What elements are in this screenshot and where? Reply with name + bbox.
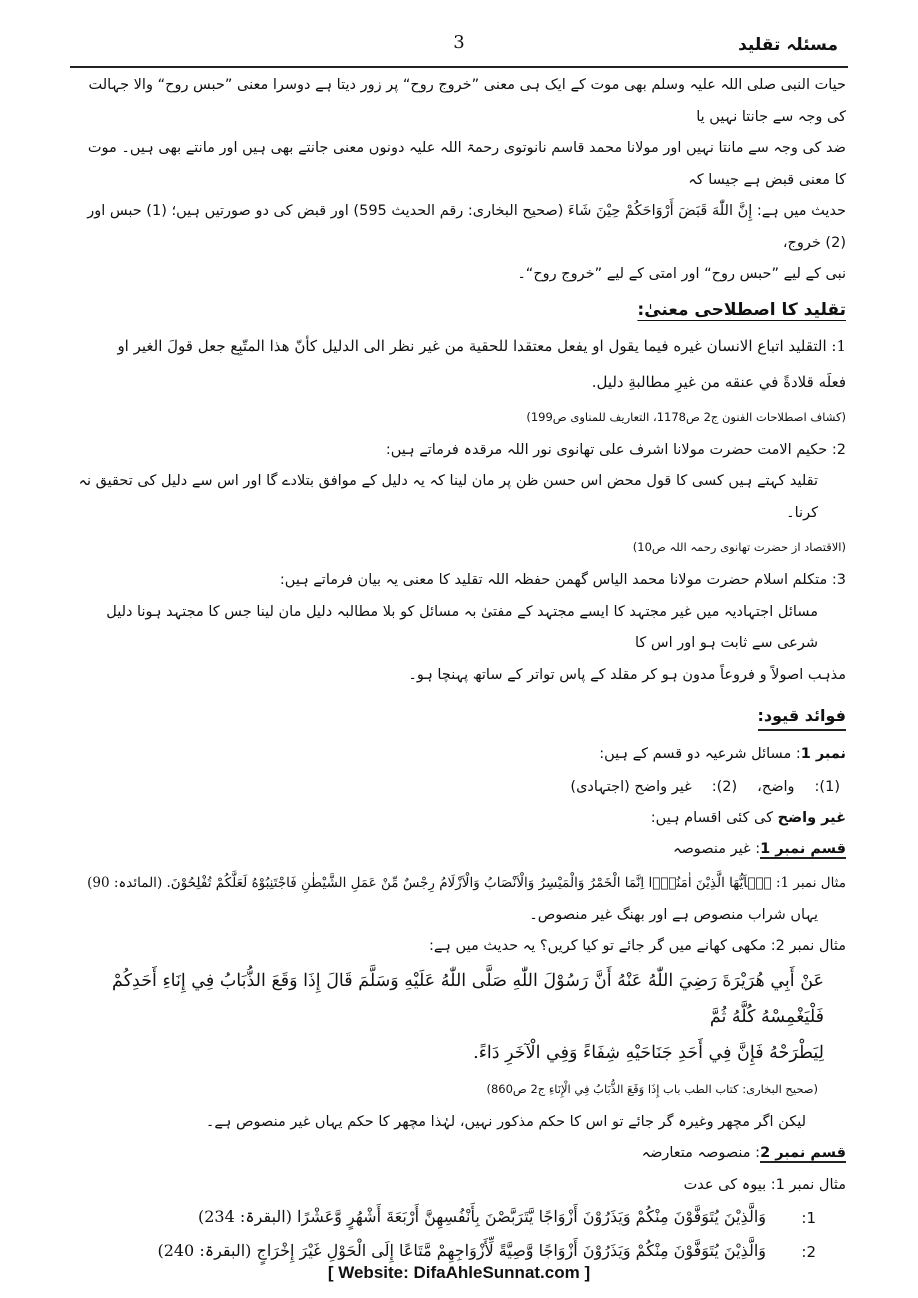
- verse-number: 2:: [801, 1243, 816, 1261]
- text-line: [75, 803, 846, 835]
- page-header: [70, 22, 848, 68]
- text-line: 1: التقليد اتباع الانسان غيره فيما يقول او يفعل معتقدا للحقية من غير نظر الى الدليل كأنّ هذا المتّبِع جعل قولَ الغير او: [117, 336, 846, 355]
- page-body: [75, 70, 846, 1269]
- text-line: حدیث میں ہے: إِنَّ اللّٰهَ قَبَضَ أَرْوَاحَكُمْ حِيْنَ شَاءَ (صحیح البخاری: رقم الحدیث 595) اور قبض کی دو صورتیں ہیں؛ (1) حبس اور (2) خروج،: [87, 203, 846, 251]
- definition-1: [75, 327, 846, 429]
- reference: (کشاف اصطلاحات الفنون ج2 ص1178، التعاریف للمناوی ص199): [526, 409, 846, 424]
- website-footer: [ Website: DifaAhleSunnat.com ]: [327, 1263, 591, 1282]
- ghair-wazeh-text: کی کئی اقسام ہیں:: [650, 809, 774, 826]
- verse-text: وَالَّذِيْنَ يُتَوَفَّوْنَ مِنْكُمْ وَيَذَرُوْنَ أَزْوَاجًا يَّتَرَبَّصْنَ بِأَنْفُسِهِنَّ أَرْبَعَةَ أَشْهُرٍ وَّعَشْرًا (البقرۃ: 234): [198, 1207, 766, 1226]
- text-line: مثال نمبر 1: يٰۤاَيُّهَا الَّذِيْنَ اٰمَنُوْۤا اِنَّمَا الْخَمْرُ وَالْمَيْسِرُ وَالْاَنْصَابُ وَالْاَزْلَامُ رِجْسٌ مِّنْ عَمَلِ الشَّيْطٰنِ فَاجْتَنِبُوْهُ لَعَلَّكُمْ تُفْلِحُوْنَ. (المائدہ: 90): [87, 874, 846, 891]
- reference: (الاقتصاد از حضرت تھانوی رحمہ اللہ ص10): [632, 540, 846, 554]
- qism-title: : غیر منصوصہ: [673, 841, 761, 857]
- text-line: فعلَه قلادةً في عنقه من غيرِ مطالبةِ دليل.: [591, 372, 846, 391]
- number-label: نمبر 1: [800, 746, 846, 762]
- section-heading: تقلید کا اصطلاحی معنیٰ:: [637, 299, 846, 320]
- fawaid-heading: فوائد قیود:: [758, 703, 846, 731]
- text-line: نبی کے لیے ”حبس روح“ اور امتی کے لیے ”خروج روح“۔: [517, 266, 846, 282]
- qism-label: قسم نمبر 1: [760, 841, 846, 857]
- verse-number: 1:: [801, 1209, 816, 1227]
- text-line: حیات النبی صلی اللہ علیہ وسلم بھی موت کے ایک ہی معنی ”خروج روح“ پر زور دیتا ہے دوسرا معنی ”حبس روح“ والا جہالت کی وجہ سے جانتا نہیں یا: [88, 77, 846, 125]
- reference: (صحیح البخاری: کتاب الطب باب إِذَا وَقَعَ الذُّبَابُ فِي الْإِنَاءِ ج2 ص860): [486, 1081, 818, 1096]
- definition-2: [75, 435, 846, 560]
- qism-label: قسم نمبر 2: [760, 1145, 846, 1161]
- verse-text: وَالَّذِيْنَ يُتَوَفَّوْنَ مِنْكُمْ وَيَذَرُوْنَ أَزْوَاجًا وَّصِيَّةً لِّأَزْوَاجِهِمْ مَّتَاعًا إِلَى الْحَوْلِ غَيْرَ إِخْرَاجٍ (البقرۃ: 240): [157, 1241, 766, 1260]
- definition-3: [75, 565, 846, 691]
- intro-paragraph: [75, 70, 846, 291]
- number-text: : مسائل شرعیہ دو قسم کے ہیں:: [599, 746, 801, 762]
- text-line: یہاں شراب منصوص ہے اور بھنگ غیر منصوص۔: [529, 906, 818, 923]
- list-item: (1):: [814, 778, 840, 795]
- text-line: لیکن اگر مچھر وغیرہ گر جائے تو اس کا حکم مذکور نہیں، لہٰذا مچھر کا حکم یہاں غیر منصوص ہے۔: [205, 1113, 806, 1130]
- list-item: واضح،: [757, 778, 795, 795]
- page-number: 3: [453, 32, 465, 53]
- text-line: مثال نمبر 1: بیوہ کی عدت: [683, 1176, 846, 1193]
- hadith-line: عَنْ أَبِي هُرَيْرَةَ رَضِيَ اللّٰهُ عَنْهُ أَنَّ رَسُوْلَ اللّٰهِ صَلَّى اللّٰهُ عَلَيْهِ وَسَلَّمَ قَالَ إِذَا وَقَعَ الذُّبَابُ فِي إِنَاءِ أَحَدِكُمْ فَلْيَغْمِسْهُ كُلَّهُ ثُمَّ: [112, 970, 824, 1027]
- qism-title: : منصوصہ متعارضہ: [641, 1145, 761, 1161]
- text-line: مذہب اصولاً و فروعاً مدون ہو کر مقلد کے پاس تواتر کے ساتھ پہنچا ہو۔: [408, 666, 846, 683]
- fawaid-section: [75, 699, 846, 834]
- qism-2-section: [75, 1138, 846, 1269]
- text-line: ضد کی وجہ سے مانتا نہیں اور مولانا محمد قاسم نانوتوی رحمۃ اللہ علیہ دونوں معنی جانتے بھی ہیں اور مانتے بھی ہیں۔ موت کا معنی قبض ہے جیسا کہ: [87, 140, 846, 188]
- qism-1-section: [75, 834, 846, 1138]
- qism-heading: [75, 1138, 846, 1170]
- text-line: 3: متکلم اسلام حضرت مولانا محمد الیاس گھمن حفظہ اللہ تقلید کا معنی یہ بیان فرماتے ہیں:: [279, 572, 846, 588]
- hadith-line: لِيَطْرَحْهُ فَإِنَّ فِي أَحَدِ جَنَاحَيْهِ شِفَاءً وَفِي الْآخَرِ دَاءً.: [473, 1042, 824, 1063]
- types-list: [75, 771, 846, 803]
- text-line: مثال نمبر 2: مکھی کھانے میں گر جائے تو کیا کریں؟ یہ حدیث میں ہے:: [429, 938, 846, 954]
- text-line: 2: حکیم الامت حضرت مولانا اشرف علی تھانوی نور اللہ مرقدہ فرماتے ہیں:: [385, 441, 846, 458]
- ghair-wazeh-label: غیر واضح: [777, 809, 846, 826]
- book-title: مسئلہ تقلید: [738, 35, 838, 55]
- qism-heading: [75, 834, 846, 866]
- text-line: [75, 739, 846, 771]
- verse-item: [75, 1201, 846, 1235]
- list-item: غیر واضح (اجتہادی): [570, 778, 692, 795]
- text-line: مسائل اجتہادیہ میں غیر مجتہد کا ایسے مجتہد کے مفتیٰ بہ مسائل کو بلا مطالبہ دلیل مان لینا جس کا مجتہد ہونا دلیل شرعی سے ثابت ہو اور اس کا: [106, 603, 818, 651]
- text-line: تقلید کہتے ہیں کسی کا قول محض اس حسن ظن پر مان لینا کہ یہ دلیل کے موافق بتلادے گا اور اس سے دلیل کی تحقیق نہ کرنا۔: [78, 473, 818, 521]
- list-item: (2):: [711, 778, 738, 795]
